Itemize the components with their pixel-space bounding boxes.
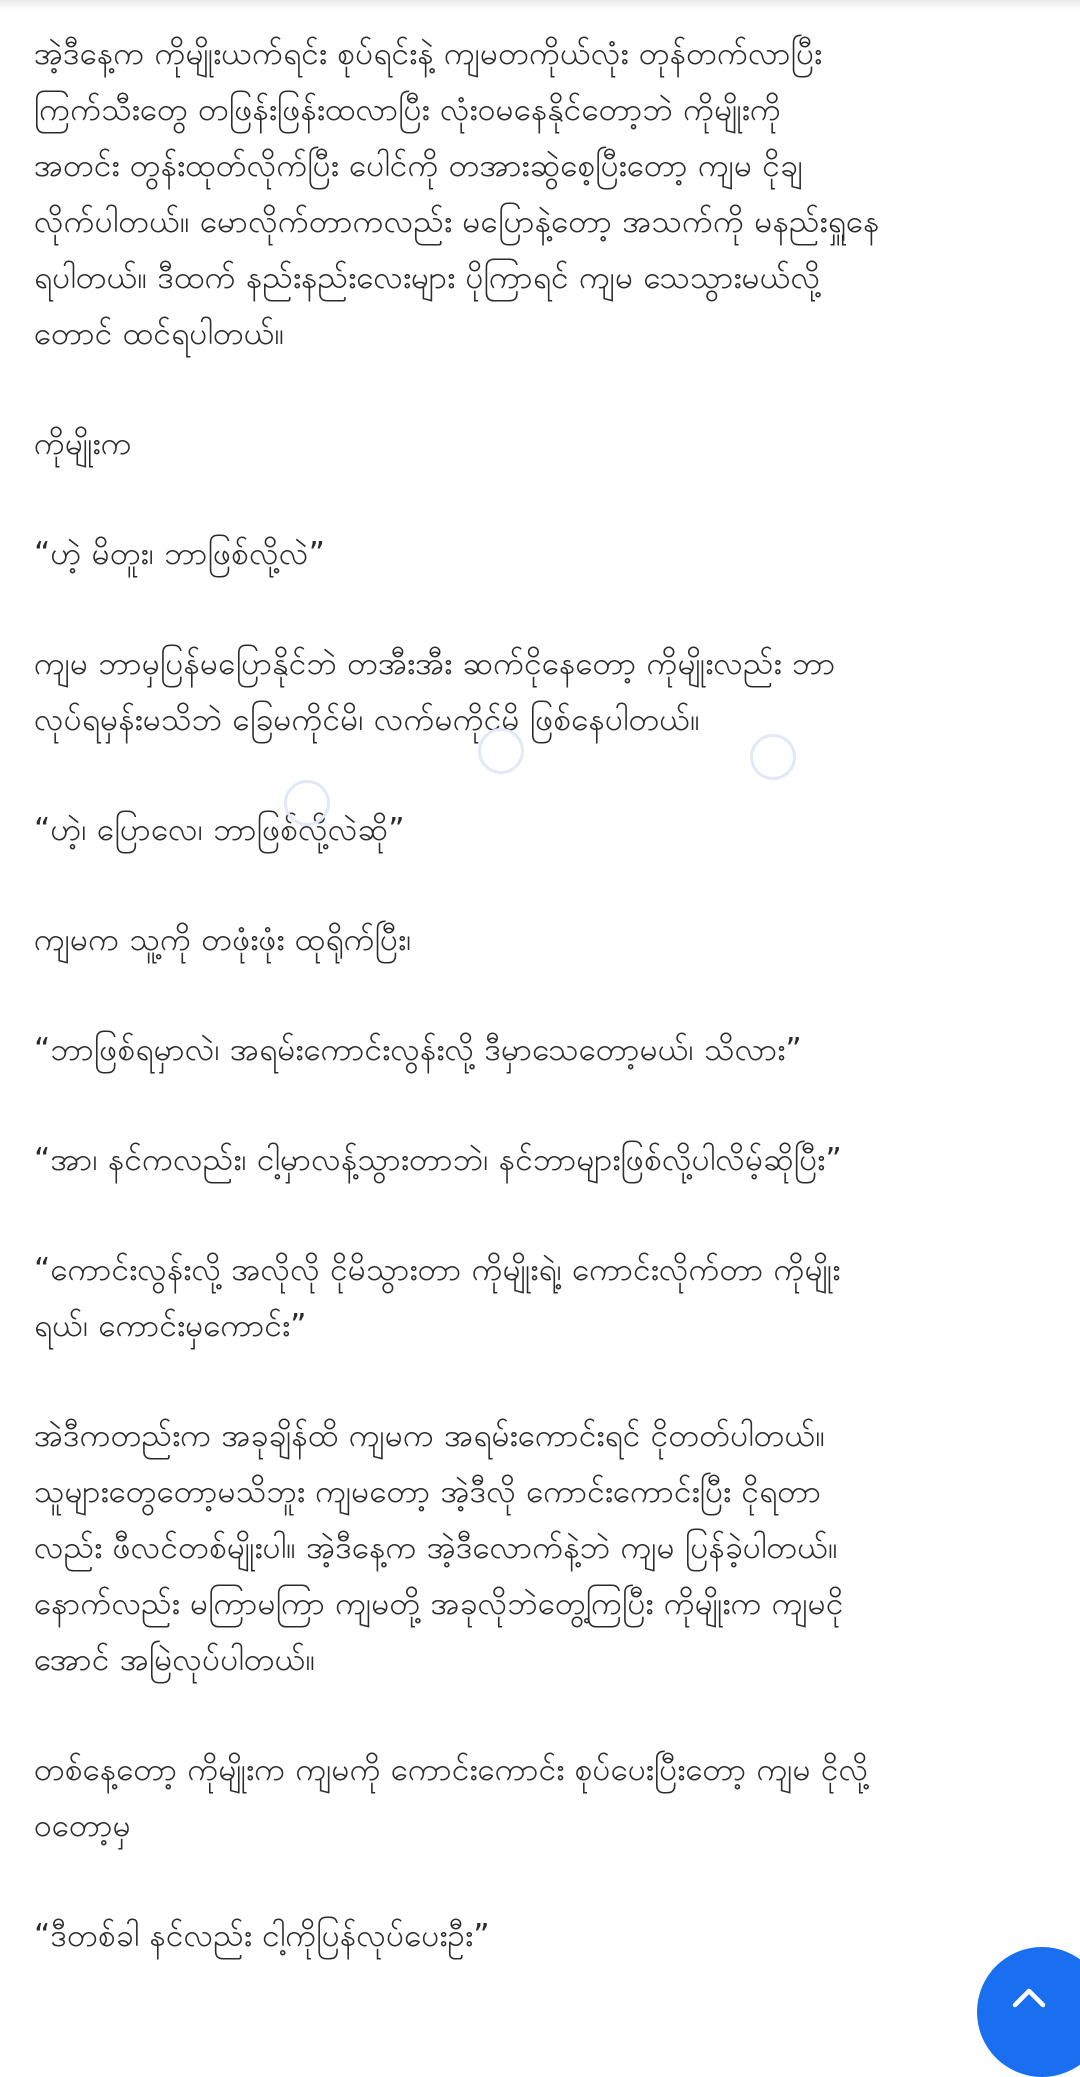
top-shadow <box>0 0 1080 10</box>
paragraph: “အာ၊ နင်ကလည်း၊ ငါ့မှာလန့်သွားတာဘဲ၊ နင်ဘာများဖြစ်လို့ပါလိမ့်ဆိုပြီး” <box>34 1142 842 1178</box>
paragraph: ကိုမျိုးက <box>34 426 132 462</box>
paragraph: ကျမ ဘာမှပြန်မပြောနိုင်ဘဲ တအီးအီး ဆက်ငိုနေတော့ ကိုမျိုးလည်း ဘာ လုပ်ရမှန်းမသိဘဲ ခြေမကိုင်မိ၊ လက်မကိုင်မိ ဖြစ်နေပါတယ်။ <box>34 646 836 738</box>
paragraph: အဲဒီကတည်းက အခုချိန်ထိ ကျမက အရမ်းကောင်းရင် ငိုတတ်ပါတယ်။ သူများတွေတော့မသိဘူး ကျမတော့ အဲ့ဒီလို ကောင်းကောင်းပြီး ငိုရတာ လည်း ဖီလင်တစ်မျိုးပါ။ အဲ့ဒီနေ့က အဲ့ဒီလောက်နဲ့ဘဲ ကျမ ပြန်ခဲ့ပါတယ်။ နောက်လည်း မကြာမကြာ ကျမတို့ အခုလိုဘဲတွေ့ကြပြီး ကိုမျိုးက ကျမငို အောင် အမြဲလုပ်ပါတယ်။ <box>34 1418 844 1678</box>
article-body <box>34 26 1046 2018</box>
paragraph: “ဒီတစ်ခါ နင်လည်း ငါ့ကိုပြန်လုပ်ပေးဦး” <box>34 1918 490 1954</box>
tap-ripple <box>750 734 796 780</box>
paragraph: “ဟဲ့ မိတူး၊ ဘာဖြစ်လို့လဲ” <box>34 536 326 572</box>
paragraph: တစ်နေ့တော့ ကိုမျိုးက ကျမကို ကောင်းကောင်း စုပ်ပေးပြီးတော့ ကျမ ငိုလို့ ဝတော့မှ <box>34 1752 869 1844</box>
chevron-up-icon <box>1007 1977 1051 2021</box>
tap-ripple <box>284 780 330 826</box>
paragraph: “ကောင်းလွန်းလို့ အလိုလို ငိုမိသွားတာ ကိုမျိုးရဲ့၊ ကောင်းလိုက်တာ ကိုမျိုး ရယ်၊ ကောင်းမှကောင်း” <box>34 1252 841 1344</box>
paragraph: ကျမက သူ့ကို တဖုံးဖုံး ထုရိုက်ပြီး၊ <box>34 922 412 958</box>
tap-ripple <box>478 728 524 774</box>
paragraph: အဲ့ဒီနေ့က ကိုမျိုးယက်ရင်း စုပ်ရင်းနဲ့ ကျမတကိုယ်လုံး တုန်တက်လာပြီး ကြက်သီးတွေ တဖြန်းဖြန်းထလာပြီး လုံးဝမနေနိုင်တော့ဘဲ ကိုမျိုးကို အတင်း တွန်းထုတ်လိုက်ပြီး ပေါင်ကို တအားဆွဲစေ့ပြီးတော့ ကျမ ငိုချ လိုက်ပါတယ်။ မောလိုက်တာကလည်း မပြောနဲ့တော့ အသက်ကို မနည်းရှူနေ ရပါတယ်။ ဒီထက် နည်းနည်းလေးများ ပိုကြာရင် ကျမ သေသွားမယ်လို့ တောင် ထင်ရပါတယ်။ <box>34 36 880 352</box>
paragraph: “ဘာဖြစ်ရမှာလဲ၊ အရမ်းကောင်းလွန်းလို့ ဒီမှာသေတော့မယ်၊ သိလား” <box>34 1032 802 1068</box>
paragraph: “ဟဲ့၊ ပြောလေ၊ ဘာဖြစ်လို့လဲဆို” <box>34 812 405 848</box>
